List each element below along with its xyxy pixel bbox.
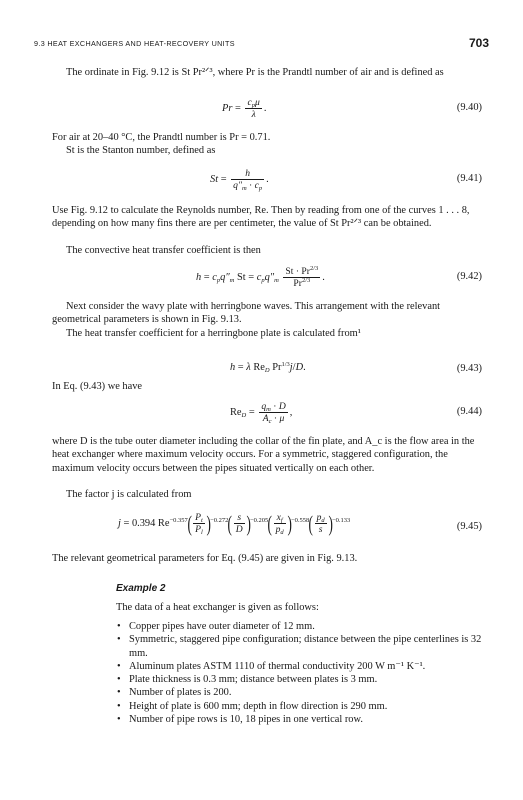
list-item: • Copper pipes have outer diameter of 12 mm.: [116, 620, 486, 633]
paragraph-10: The factor j is calculated from: [66, 489, 192, 500]
list-item: • Number of plates is 200.: [116, 686, 486, 699]
list-item: • Plate thickness is 0.3 mm; distance between plates is 3 mm.: [116, 673, 486, 686]
equation-9-41: St = $\frac{h}{q''_m \cdot c_p}$ . (9.41): [210, 168, 482, 192]
paragraph-1: The ordinate in Fig. 9.12 is St Pr²ᐟ³, where Pr is the Prandtl number of air and is defined as: [66, 67, 444, 78]
equation-9-43: h = λ $Re_D$ $Pr^{1/3}j/D$. (9.43): [230, 361, 482, 374]
example-intro: The data of a heat exchanger is given as follows:: [116, 602, 319, 613]
equation-number-9-43: (9.43): [456, 363, 482, 374]
example-title: Example 2: [116, 583, 166, 594]
paragraph-2: For air at 20–40 °C, the Prandtl number is Pr = 0.71.: [52, 132, 271, 143]
paragraph-8: In Eq. (9.43) we have: [52, 381, 143, 392]
equation-number-9-42: (9.42): [456, 271, 482, 282]
list-item: • Number of pipe rows is 10, 18 pipes in one vertical row.: [116, 713, 486, 726]
example-data-list: [116, 620, 486, 726]
list-item: • Symmetric, staggered pipe configuration; distance between the pipe centerlines is 32 mm.: [116, 633, 486, 660]
equation-number-9-45: (9.45): [456, 521, 482, 532]
paragraph-3: St is the Stanton number, defined as: [66, 145, 216, 156]
paragraph-4: Use Fig. 9.12 to calculate the Reynolds number, Re. Then by reading from one of the curves 1 . . . 8, depending on how many fins there are per centimeter, the value of St Pr²ᐟ³ can be obtained.: [52, 205, 470, 230]
list-item: • Aluminum plates ASTM 1110 of thermal conductivity 200 W m⁻¹ K⁻¹.: [116, 660, 486, 673]
equation-9-40: Pr = $\frac{c_p\mu}{\lambda}$ . (9.40): [222, 97, 482, 120]
equation-number-9-40: (9.40): [456, 102, 482, 113]
section-title: 9.3 HEAT EXCHANGERS AND HEAT-RECOVERY UNITS: [34, 39, 235, 48]
equation-9-42: $h = c_pq''_m$ $St = c_pq''_m$ $\frac{St \cdot Pr^{2/3}}{Pr^{2/3}}$ . (9.42): [196, 265, 482, 289]
equation-number-9-41: (9.41): [456, 173, 482, 184]
equation-number-9-44: (9.44): [456, 406, 482, 417]
paragraph-6: Next consider the wavy plate with herringbone waves. This arrangement with the relevant geometrical parameters is shown in Fig. 9.13.: [52, 301, 441, 326]
running-header: [34, 38, 489, 52]
paragraph-7: The heat transfer coefficient for a herringbone plate is calculated from¹: [66, 328, 361, 339]
page-number: 703: [468, 36, 489, 50]
paragraph-9: where D is the tube outer diameter including the collar of the fin plate, and A_c is the flow area in the heat exchanger where maximum velocity occurs. For a symmetric, staggered configuration, the maximum velocity occurs between the pipes situated vertically on each other.: [52, 436, 475, 474]
equation-9-44: $Re_D$ = $\frac{q_m \cdot D}{A_c \cdot \mu}$ , (9.44): [230, 401, 482, 425]
paragraph-11: The relevant geometrical parameters for Eq. (9.45) are given in Fig. 9.13.: [52, 553, 358, 564]
paragraph-5: The convective heat transfer coefficient is then: [66, 245, 261, 256]
list-item: • Height of plate is 600 mm; depth in flow direction is 290 mm.: [116, 700, 486, 713]
equation-9-45: j = 0.394 $Re^{-0.357}$( $\frac{P_t}{P_l}$ )$^{-0.272}$( $\frac{s}{D}$ )$^{-0.205}$( $\frac{x_f}{p_d}$ )$^{-0.558}$( $\frac{p_d}{s}$ )$^{-0.133}$ (9.45): [118, 510, 482, 536]
